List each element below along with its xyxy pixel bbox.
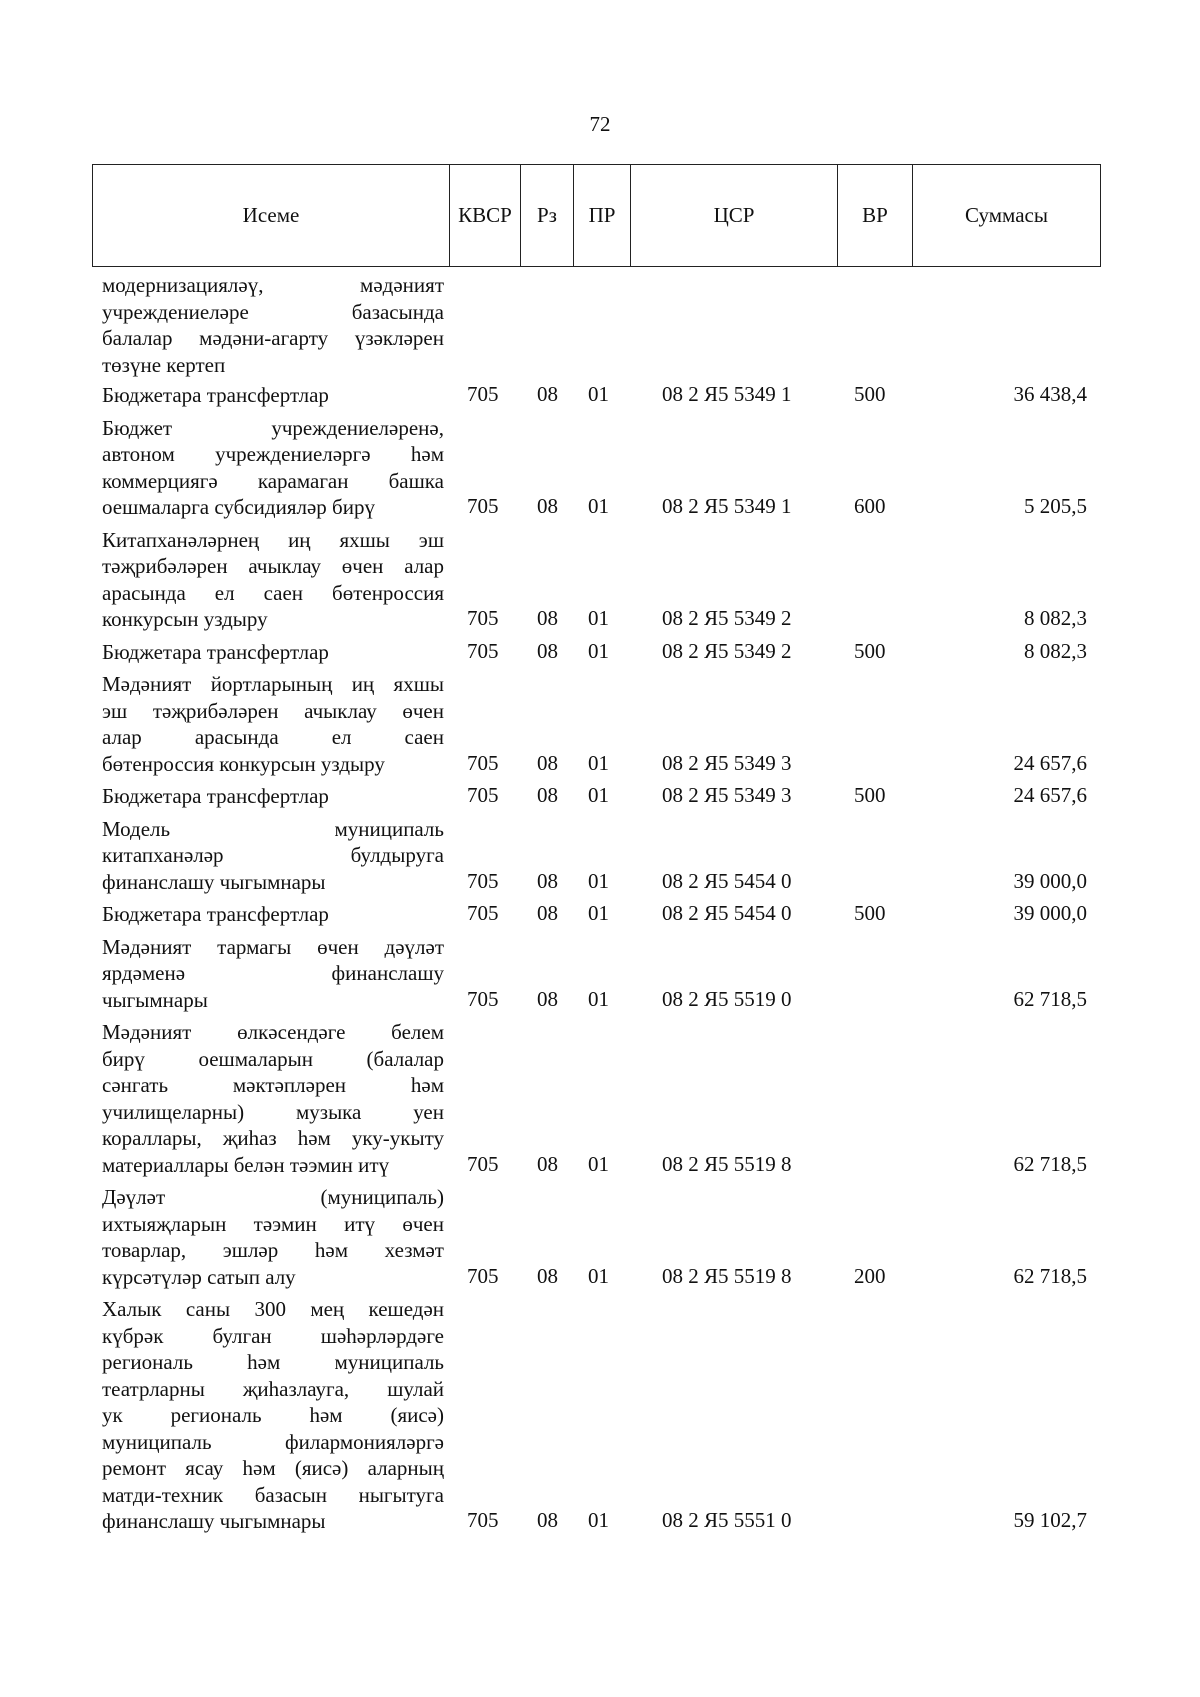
row-rz: 08 — [537, 750, 558, 775]
row-name-line: автоном учреждениеләргә һәм — [102, 442, 444, 466]
row-name-line: Бюджетара трансфертлар — [102, 902, 329, 926]
row-sum: 59 102,7 — [1013, 1508, 1087, 1532]
row-name-line: Китапханәләрнең иң яхшы эш — [102, 527, 444, 552]
row-name — [102, 783, 444, 810]
row-name-line: арасында ел саен бөтенроссия — [102, 580, 444, 605]
row-sum: 62 718,5 — [1013, 1151, 1087, 1176]
row-kvsr: 705 — [467, 783, 499, 807]
row-sum: 8 082,3 — [1024, 606, 1087, 630]
row-sum: 62 718,5 — [1013, 986, 1087, 1011]
row-sum: 24 657,6 — [1013, 750, 1087, 775]
row-sum: 36 438,4 — [1013, 382, 1087, 406]
row-pr: 01 — [588, 494, 609, 518]
row-rz: 08 — [537, 638, 558, 663]
row-name-line: Дәүләт (муниципаль) — [102, 1185, 444, 1209]
row-vr: 500 — [854, 382, 886, 406]
row-name-line: Модель муниципаль — [102, 816, 444, 841]
row-rz: 08 — [537, 901, 558, 925]
row-name-line: Бюджет учреждениеләренә, — [102, 415, 444, 440]
row-name-line: финанслашу чыгымнары — [102, 1509, 326, 1533]
row-name-line: учреждениеләре базасында — [102, 299, 444, 324]
row-pr: 01 — [588, 638, 609, 663]
row-name-line: китапханәләр булдыруга — [102, 843, 444, 867]
row-name-line: Халык саны 300 мең кешедән — [102, 1297, 444, 1321]
row-kvsr: 705 — [467, 1508, 499, 1532]
row-vr: 200 — [854, 1263, 886, 1288]
row-csr: 08 2 Я5 5551 0 — [662, 1508, 792, 1532]
row-rz: 08 — [537, 783, 558, 807]
row-kvsr: 705 — [467, 638, 499, 663]
row-name-line: ярдәменә финанслашу — [102, 961, 444, 985]
row-csr: 08 2 Я5 5519 0 — [662, 986, 792, 1011]
row-rz: 08 — [537, 1151, 558, 1176]
column-header-rz: Рз — [521, 165, 574, 267]
row-name — [102, 382, 444, 409]
row-name-line: чыгымнары — [102, 987, 208, 1012]
row-name — [102, 527, 444, 633]
row-name-line: модернизацияләү, мәдәният — [102, 273, 444, 297]
row-sum: 24 657,6 — [1013, 783, 1087, 807]
row-name-line: бирү оешмаларын (балалар — [102, 1046, 444, 1071]
row-vr: 600 — [854, 494, 886, 518]
row-name-line: Мәдәният өлкәсендәге белем — [102, 1020, 444, 1044]
row-name-line: материаллары белән тәэмин итү — [102, 1152, 390, 1177]
row-pr: 01 — [588, 1508, 609, 1532]
row-name-line: күрсәтүләр сатып алу — [102, 1264, 296, 1289]
row-csr: 08 2 Я5 5349 3 — [662, 783, 792, 807]
row-rz: 08 — [537, 606, 558, 630]
page-number: 72 — [589, 112, 611, 136]
row-name-line: кораллары, җиһаз һәм уку-укыту — [102, 1126, 444, 1150]
row-kvsr: 705 — [467, 606, 499, 630]
row-sum: 5 205,5 — [1024, 494, 1087, 518]
row-name-line: Мәдәният тармагы өчен дәүләт — [102, 934, 444, 959]
column-header-kvsr: КВСР — [450, 165, 521, 267]
row-name — [102, 415, 444, 521]
row-name-line: коммерциягә карамаган башка — [102, 468, 444, 493]
row-name-line: эш тәҗрибәләрен ачыклау өчен — [102, 698, 444, 723]
row-name-line: балалар мәдәни-агарту үзәкләрен — [102, 326, 444, 350]
row-name — [102, 1019, 444, 1178]
row-csr: 08 2 Я5 5349 1 — [662, 382, 792, 406]
row-vr: 500 — [854, 783, 886, 807]
row-name-line: финанслашу чыгымнары — [102, 869, 326, 894]
row-name-line: ук региональ һәм (яисә) — [102, 1403, 444, 1427]
row-name-line: конкурсын уздыру — [102, 607, 268, 631]
row-name-line: матди-техник базасын ныгытуга — [102, 1482, 444, 1507]
row-csr: 08 2 Я5 5519 8 — [662, 1151, 792, 1176]
row-name — [102, 272, 444, 378]
row-kvsr: 705 — [467, 901, 499, 925]
row-name-line: төзүне кертеп — [102, 352, 226, 377]
row-kvsr: 705 — [467, 382, 499, 406]
column-header-name: Исеме — [93, 165, 450, 267]
row-rz: 08 — [537, 1263, 558, 1288]
row-name-line: региональ һәм муниципаль — [102, 1350, 444, 1374]
row-pr: 01 — [588, 1263, 609, 1288]
row-name — [102, 1296, 444, 1535]
row-vr: 500 — [854, 638, 886, 663]
row-name-line: муниципаль филармонияләргә — [102, 1429, 444, 1454]
row-name-line: театрларны җиһазлауга, шулай — [102, 1376, 444, 1401]
row-sum: 62 718,5 — [1013, 1263, 1087, 1288]
row-pr: 01 — [588, 901, 609, 925]
row-rz: 08 — [537, 986, 558, 1011]
row-name-line: училищеларны) музыка уен — [102, 1099, 444, 1124]
row-pr: 01 — [588, 1151, 609, 1176]
row-name — [102, 934, 444, 1014]
row-name-line: сәнгать мәктәпләрен һәм — [102, 1073, 444, 1097]
row-name-line: ремонт ясау һәм (яисә) аларның — [102, 1456, 444, 1480]
row-rz: 08 — [537, 868, 558, 893]
row-name-line: алар арасында ел саен — [102, 725, 444, 749]
row-rz: 08 — [537, 1508, 558, 1532]
row-csr: 08 2 Я5 5349 2 — [662, 606, 792, 630]
row-csr: 08 2 Я5 5454 0 — [662, 901, 792, 925]
row-name-line: күбрәк булган шәһәрләрдәге — [102, 1323, 444, 1348]
column-header-vr: ВР — [838, 165, 913, 267]
row-pr: 01 — [588, 382, 609, 406]
row-kvsr: 705 — [467, 1151, 499, 1176]
row-name — [102, 671, 444, 777]
row-csr: 08 2 Я5 5454 0 — [662, 868, 792, 893]
row-pr: 01 — [588, 750, 609, 775]
row-name — [102, 816, 444, 896]
row-csr: 08 2 Я5 5349 1 — [662, 494, 792, 518]
row-kvsr: 705 — [467, 868, 499, 893]
row-name-line: бөтенроссия конкурсын уздыру — [102, 751, 385, 776]
row-csr: 08 2 Я5 5349 3 — [662, 750, 792, 775]
column-header-csr: ЦСР — [631, 165, 838, 267]
row-name — [102, 1184, 444, 1290]
row-pr: 01 — [588, 986, 609, 1011]
row-name-line: тәҗрибәләрен ачыклау өчен алар — [102, 554, 444, 578]
row-sum: 39 000,0 — [1013, 868, 1087, 893]
row-name-line: Бюджетара трансфертлар — [102, 784, 329, 808]
row-vr: 500 — [854, 901, 886, 925]
row-kvsr: 705 — [467, 494, 499, 518]
column-header-sum: Суммасы — [913, 165, 1101, 267]
row-pr: 01 — [588, 868, 609, 893]
row-sum: 8 082,3 — [1024, 638, 1087, 663]
column-header-pr: ПР — [574, 165, 631, 267]
row-rz: 08 — [537, 494, 558, 518]
row-name-line: оешмаларга субсидияләр бирү — [102, 495, 375, 519]
row-sum: 39 000,0 — [1013, 901, 1087, 925]
row-name — [102, 639, 444, 666]
row-pr: 01 — [588, 783, 609, 807]
row-pr: 01 — [588, 606, 609, 630]
row-name-line: Бюджетара трансфертлар — [102, 639, 329, 664]
row-kvsr: 705 — [467, 1263, 499, 1288]
row-kvsr: 705 — [467, 986, 499, 1011]
row-csr: 08 2 Я5 5349 2 — [662, 638, 792, 663]
row-name-line: товарлар, эшләр һәм хезмәт — [102, 1238, 444, 1262]
row-name-line: Мәдәният йортларының иң яхшы — [102, 672, 444, 696]
row-csr: 08 2 Я5 5519 8 — [662, 1263, 792, 1288]
row-name-line: ихтыяҗларын тәэмин итү өчен — [102, 1211, 444, 1236]
row-name-line: Бюджетара трансфертлар — [102, 383, 329, 407]
row-name — [102, 901, 444, 928]
row-rz: 08 — [537, 382, 558, 406]
row-kvsr: 705 — [467, 750, 499, 775]
